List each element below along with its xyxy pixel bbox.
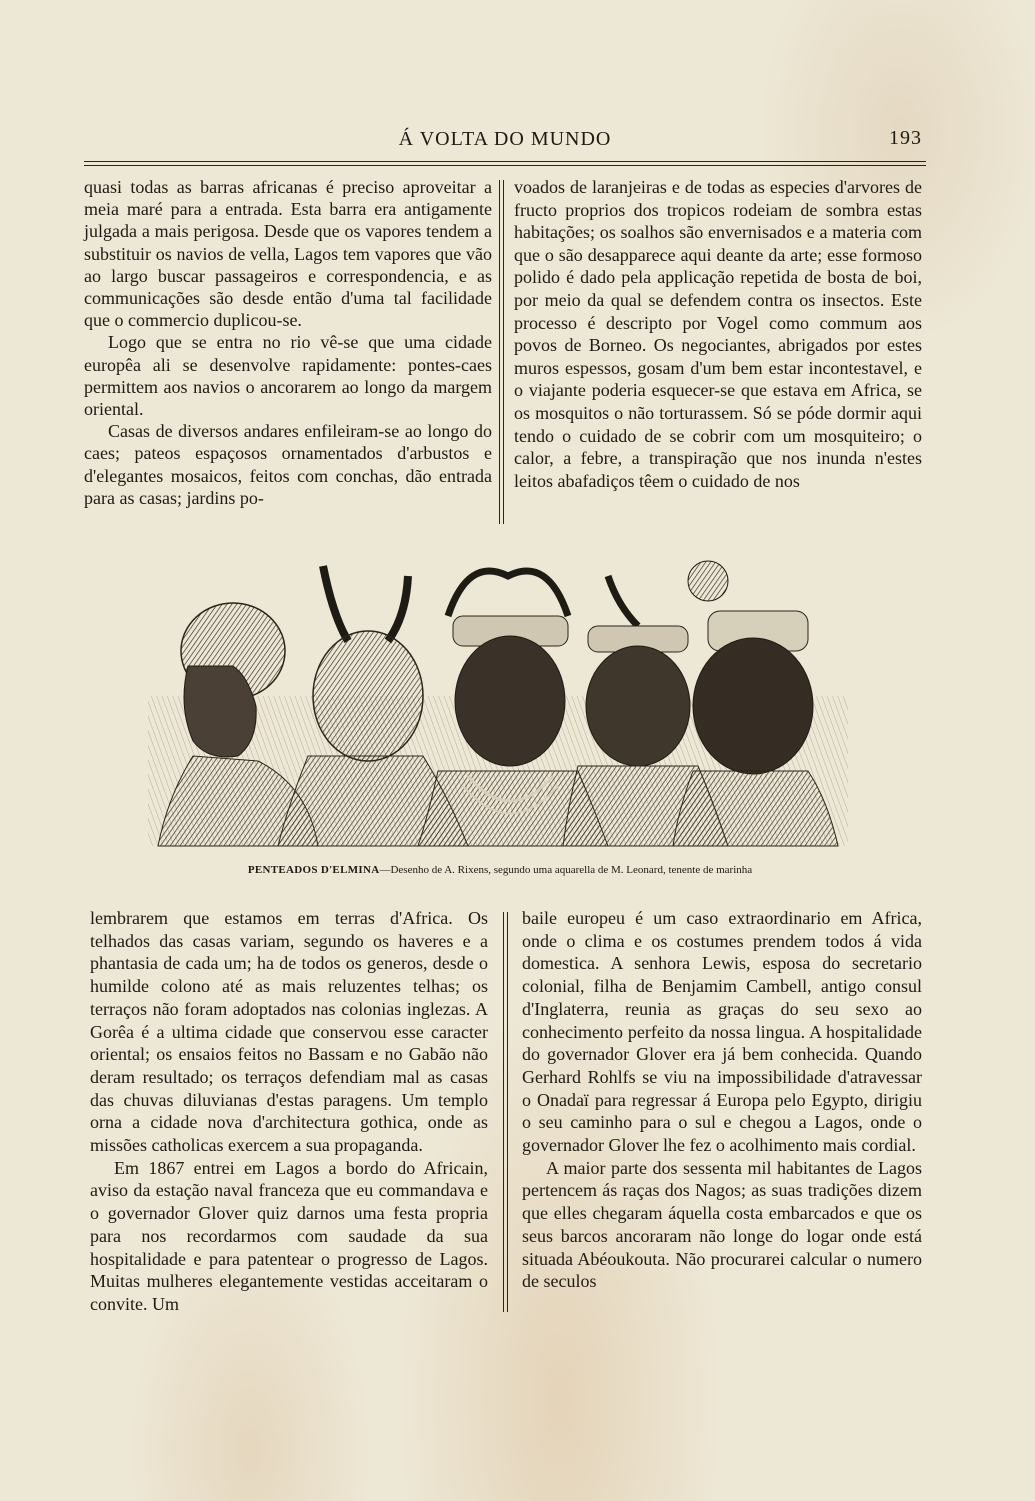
caption-text: —Desenho de A. Rixens, segundo uma aquarella de M. Leonard, tenente de marinha bbox=[379, 864, 753, 876]
paragraph: baile europeu é um caso extraordinario em Africa, onde o clima e os costumes prendem todos á vida domestica. A senhora Lewis, esposa do secretario colonial, filha de Benjamim Cambell, antigo consul d'Inglaterra, reunia as graças do seu sexo ao conhecimento perfeito da nossa lingua. A hospitalidade do governador Glover era já bem conhecida. Quando Gerhard Rohlfs se viu na impossibilidade d'atravessar o Onadaï para regressar á Europa pelo Egypto, dirigiu o seu caminho para o sul e chegou a Lagos, onde o governador Glover lhe fez o acolhimento mais cordial. bbox=[522, 908, 922, 1156]
figure-profile-right-icon bbox=[673, 561, 838, 846]
paragraph: voados de laranjeiras e de todas as especies d'arvores de fructo proprios dos tropicos rodeiam de sombra estas habitações; os soalhos são envernisados e a materia com que o são desapparece aqui deante da arte; esse formoso polido é dado pela applicação repetida de bosta de boi, por meio da qual se defendem contra os insectos. Este processo é descripto por Vogel como commum aos povos de Borneo. Os negociantes, abrigados por estes muros espessos, gosam d'um bem estar incontestavel, e o viajante poderia esquecer-se que estava em Africa, se os mosquitos o não torturassem. Só se póde dormir aqui tendo o cuidado de se cobrir com um mosquiteiro; o calor, a febre, a transpiração que nos inunda n'estes leitos abafadiços têem o cuidado de nos bbox=[514, 177, 922, 491]
paragraph: Em 1867 entrei em Lagos a bordo do Africain, aviso da estação naval franceza que eu commandava e o governador Glover quiz darnos uma festa propria para nos recordarmos com saudade da sua hospitalidade e para patentear o progresso de Lagos. Muitas mulheres elegantemente vestidas acceitaram o convite. Um bbox=[90, 1157, 488, 1314]
column-rule bbox=[503, 912, 508, 1312]
illustration-caption bbox=[220, 864, 780, 876]
paragraph: Casas de diversos andares enfileiram-se ao longo do caes; pateos espaçosos ornamentados d'arbustos e d'elegantes mosaicos, feitos com conchas, dão entrada para as casas; jardins po- bbox=[84, 421, 492, 508]
engraving-illustration bbox=[148, 556, 848, 856]
column-rule bbox=[499, 180, 504, 524]
paragraph: lembrarem que estamos em terras d'Africa. Os telhados das casas variam, segundo os haveres e a phantasia de cada um; ha de todos os generos, desde o humilde colono até as mais reluzentes telhas; os terraços não foram adoptados nas colonias inglezas. A Gorêa é a ultima cidade que conservou esse caracter oriental; os ensaios feitos no Bassam e no Gabão não deram resultado; os terraços defendiam mal as casas das chuvas diluvianas d'estas paragens. Um templo orna a cidade nova d'architectura gothica, onde as missões catholicas exercem a sua propaganda. bbox=[90, 908, 488, 1156]
paragraph: quasi todas as barras africanas é preciso aproveitar a meia maré para a entrada. Esta barra era antigamente julgada a mais perigosa. Desde que os vapores tendem a substituir os navios de vella, Lagos tem vapores que vão ao largo buscar passageiros e correspondencia, e as communicações são desde então d'uma tal facilidade que o commercio duplicou-se. bbox=[84, 177, 492, 331]
running-title: Á VOLTA DO MUNDO bbox=[398, 128, 612, 150]
bottom-right-column bbox=[522, 907, 922, 1293]
page-number: 193 bbox=[889, 127, 922, 149]
running-header bbox=[84, 126, 926, 156]
caption-title: PENTEADOS D'ELMINA bbox=[247, 864, 380, 876]
top-right-column bbox=[514, 176, 922, 492]
header-double-rule bbox=[84, 161, 926, 166]
paragraph: Logo que se entra no rio vê-se que uma cidade europêa ali se desenvolve rapidamente: pontes-caes permittem aos navios o ancorarem ao longo da margem oriental. bbox=[84, 332, 492, 420]
bottom-left-column bbox=[90, 907, 488, 1316]
top-left-column bbox=[84, 176, 492, 509]
paragraph: A maior parte dos sessenta mil habitantes de Lagos pertencem ás raças dos Nagos; as suas tradições dizem que elles chegaram áquella costa embarcados e que os seus barcos ancoraram não longe do logar onde está situada Abéoukouta. Não procurarei calcular o numero de seculos bbox=[522, 1157, 922, 1292]
